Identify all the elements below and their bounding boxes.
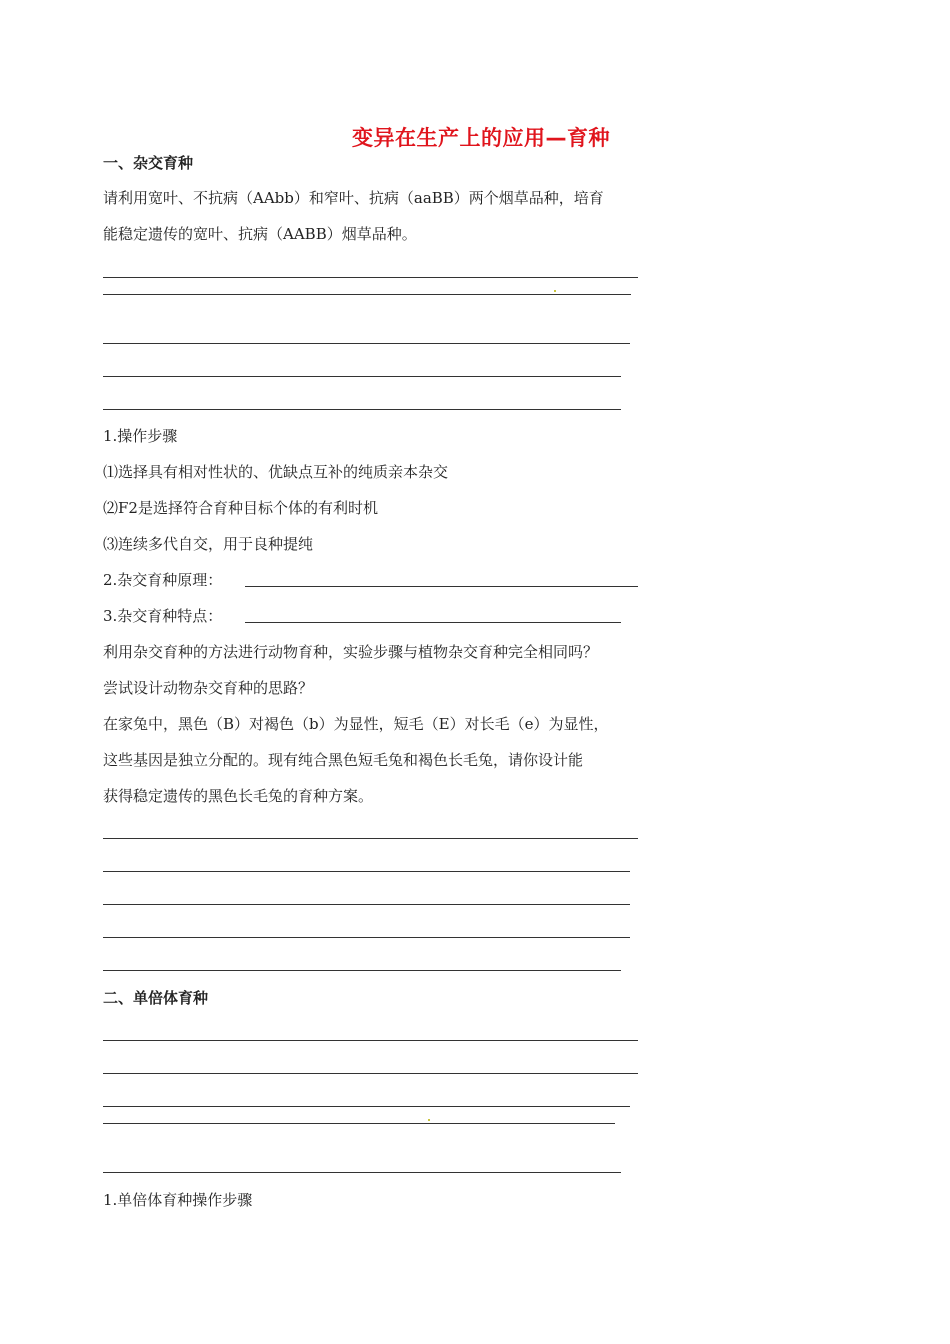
rabbit-question-line-2: 这些基因是独立分配的。现有纯合黑色短毛兔和褐色长毛兔，请你设计能 — [103, 751, 584, 769]
rabbit-question-line-1: 在家兔中，黑色（B）对褐色（b）为显性，短毛（E）对长毛（e）为显性， — [103, 715, 609, 733]
answer-line[interactable] — [103, 1123, 615, 1124]
section-heading-haploid-breeding: 二、单倍体育种 — [103, 989, 209, 1007]
question-text-line-1: 请利用宽叶、不抗病（AAbb）和窄叶、抗病（aaBB）两个烟草品种，培育 — [103, 189, 604, 207]
answer-line[interactable] — [103, 409, 621, 410]
question-text-line-2: 能稳定遗传的宽叶、抗病（AABB）烟草品种。 — [103, 225, 417, 243]
answer-line[interactable] — [103, 904, 630, 905]
step-2: ⑵F2是选择符合育种目标个体的有利时机 — [103, 499, 378, 517]
answer-line[interactable] — [103, 838, 638, 839]
animal-question-line-1: 利用杂交育种的方法进行动物育种，实验步骤与植物杂交育种完全相同吗？ — [103, 643, 599, 661]
feature-answer-line[interactable] — [245, 622, 621, 623]
rabbit-question-line-3: 获得稳定遗传的黑色长毛兔的育种方案。 — [103, 787, 374, 805]
answer-line[interactable] — [103, 1172, 621, 1173]
feature-label: 3.杂交育种特点： — [103, 607, 223, 625]
answer-line[interactable] — [103, 1073, 638, 1074]
answer-line[interactable] — [103, 937, 630, 938]
page-title: 变异在生产上的应用—育种 — [352, 126, 610, 150]
section-heading-hybrid-breeding: 一、杂交育种 — [103, 154, 194, 172]
animal-question-line-2: 尝试设计动物杂交育种的思路？ — [103, 679, 314, 697]
steps-heading: 1.操作步骤 — [103, 427, 178, 445]
answer-line[interactable] — [103, 1040, 638, 1041]
answer-line[interactable] — [103, 970, 621, 971]
principle-answer-line[interactable] — [245, 586, 638, 587]
speck-mark — [554, 290, 556, 292]
answer-line[interactable] — [103, 871, 630, 872]
speck-mark — [428, 1119, 430, 1121]
step-3: ⑶连续多代自交，用于良种提纯 — [103, 535, 314, 553]
answer-line[interactable] — [103, 294, 631, 295]
answer-line[interactable] — [103, 343, 630, 344]
haploid-steps-heading: 1.单倍体育种操作步骤 — [103, 1191, 253, 1209]
answer-line[interactable] — [103, 1106, 630, 1107]
answer-line[interactable] — [103, 277, 638, 278]
principle-label: 2.杂交育种原理： — [103, 571, 223, 589]
step-1: ⑴选择具有相对性状的、优缺点互补的纯质亲本杂交 — [103, 463, 449, 481]
answer-line[interactable] — [103, 376, 621, 377]
